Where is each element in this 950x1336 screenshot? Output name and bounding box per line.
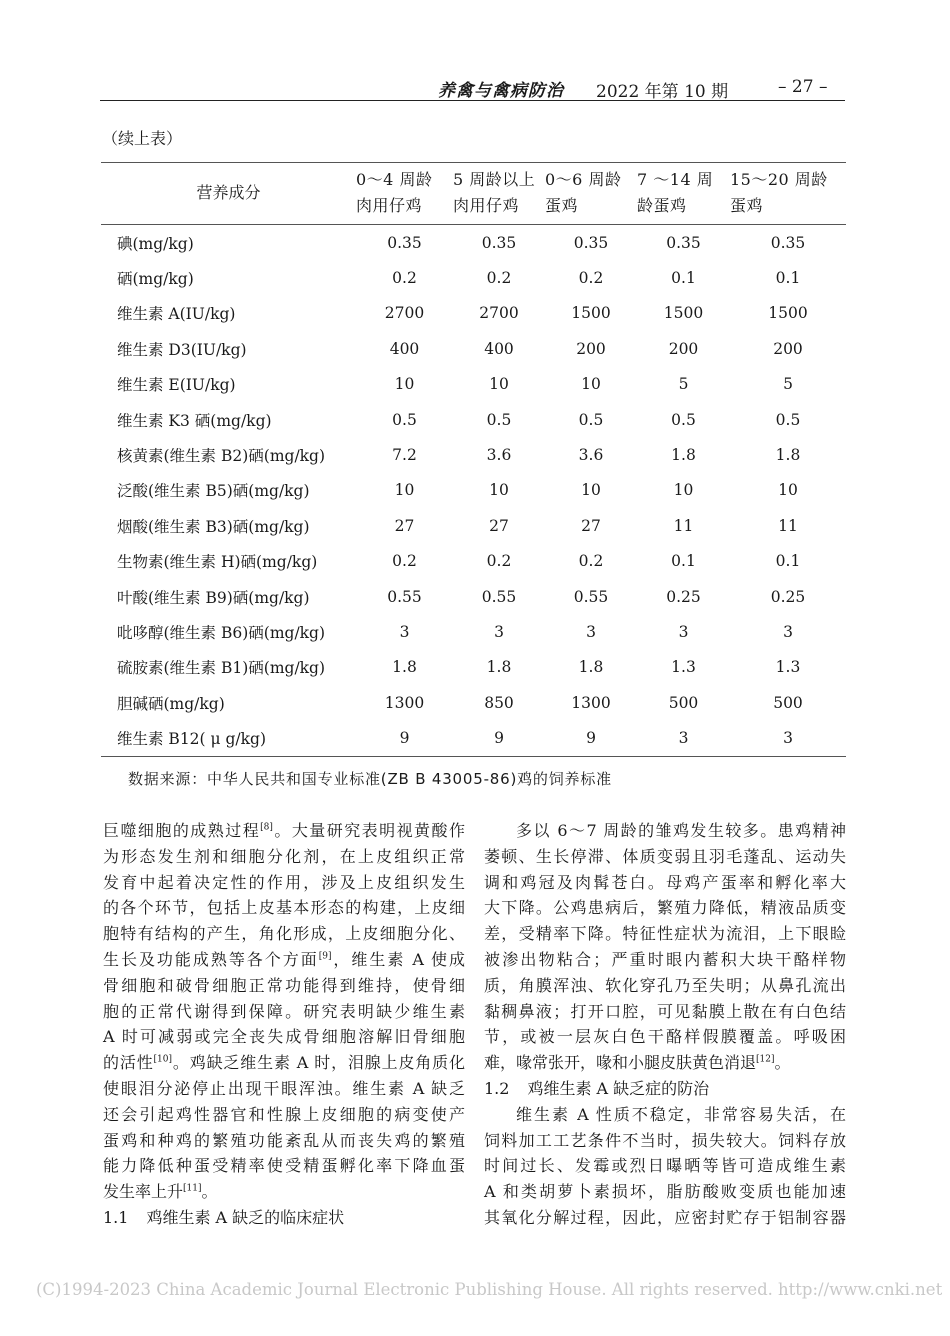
text-line: 黏稠鼻液；打开口腔，可见黏膜上散在有白色结 xyxy=(484,1001,846,1021)
value-cell: 10 xyxy=(581,481,601,500)
text-line: 生长及功能成熟等各个方面[9]，维生素 A 使成 xyxy=(103,949,465,969)
table-row xyxy=(101,685,846,720)
value-cell: 0.1 xyxy=(775,269,801,288)
value-cell: 9 xyxy=(399,729,410,748)
table-row xyxy=(101,367,846,402)
citation-ref: [8] xyxy=(260,822,273,833)
nutrient-name-cell: 叶酸(维生素 B9)硒(mg/kg) xyxy=(117,588,310,607)
value-cell: 11 xyxy=(673,516,694,535)
text-line: 其氧化分解过程，因此，应密封贮存于铝制容器 xyxy=(484,1207,846,1227)
column-header: 7 ～14 周 龄蛋鸡 xyxy=(637,170,714,215)
value-cell: 3.6 xyxy=(578,446,604,465)
value-cell: 10 xyxy=(394,481,415,500)
text-line: 还会引起鸡性器官和性腺上皮细胞的病变使产 xyxy=(103,1104,465,1124)
table-row xyxy=(101,614,846,649)
value-cell: 1300 xyxy=(571,693,611,712)
citation-ref: [11] xyxy=(183,1183,202,1194)
value-cell: 200 xyxy=(576,339,606,358)
table-row xyxy=(101,720,846,756)
value-cell: 1300 xyxy=(384,693,425,712)
value-cell: 0.55 xyxy=(387,587,422,606)
text-line: 多以 6～7 周龄的雏鸡发生较多。患鸡精神 xyxy=(516,821,846,840)
value-cell: 5 xyxy=(783,375,793,394)
nutrient-name-cell: 维生素 K3 硒(mg/kg) xyxy=(117,411,272,430)
text-line: 饲料加工工艺条件不当时，损失较大。饲料存放 xyxy=(484,1130,846,1150)
value-cell: 1.3 xyxy=(671,658,696,677)
value-cell: 0.1 xyxy=(671,269,696,288)
data-source-note: 数据来源：中华人民共和国专业标准(ZB B 43005-86)鸡的饲养标准 xyxy=(128,770,612,788)
value-cell: 1500 xyxy=(571,304,611,323)
value-cell: 0.2 xyxy=(578,269,604,288)
value-cell: 2700 xyxy=(479,304,519,323)
text-line: 巨噬细胞的成熟过程[8]。大量研究表明视黄酸作 xyxy=(103,821,465,840)
value-cell: 200 xyxy=(773,339,803,358)
value-cell: 10 xyxy=(394,375,415,394)
value-cell: 3 xyxy=(783,622,793,641)
column-header: 5 周龄以上 肉用仔鸡 xyxy=(453,170,536,215)
issue-label: 2022 年第 10 期 xyxy=(596,82,729,102)
text-line: 时间过长、发霉或烈日曝晒等皆可造成维生素 xyxy=(484,1156,846,1176)
value-cell: 0.2 xyxy=(392,269,417,288)
value-cell: 0.25 xyxy=(666,587,701,606)
text-line: 难，喙常张开，喙和小腿皮肤黄色消退[12]。 xyxy=(484,1053,791,1073)
nutrient-name-cell: 碘(mg/kg) xyxy=(117,234,194,253)
text-line: 为形态发生剂和细胞分化剂，在上皮组织正常 xyxy=(103,846,465,866)
value-cell: 400 xyxy=(389,339,420,358)
nutrient-table xyxy=(101,162,846,757)
table-row xyxy=(101,473,846,508)
text-line: 胞特有结构的产生，角化形成，上皮细胞分化、 xyxy=(103,924,465,944)
nutrient-name-cell: 烟酸(维生素 B3)硒(mg/kg) xyxy=(117,517,310,536)
value-cell: 0.35 xyxy=(573,233,609,252)
text-line: 差，受精率下降。特征性症状为流泪，上下眼睑 xyxy=(484,924,846,944)
text-line: 大下降。公鸡患病后，繁殖力降低，精液品质变 xyxy=(484,898,846,918)
nutrient-name-cell: 泛酸(维生素 B5)硒(mg/kg) xyxy=(117,482,310,501)
value-cell: 3 xyxy=(678,729,689,748)
value-cell: 1.8 xyxy=(775,446,801,465)
table-row xyxy=(101,650,846,685)
text-line: 发育中起着决定性的作用，涉及上皮组织发生 xyxy=(103,872,465,892)
value-cell: 0.55 xyxy=(573,587,609,606)
text-line: 质，角膜浑浊、软化穿孔乃至失明；从鼻孔流出 xyxy=(484,975,846,995)
text-line: 的各个环节，包括上皮基本形态的构建，上皮细 xyxy=(103,898,465,918)
value-cell: 0.25 xyxy=(770,587,806,606)
column-header: 0～4 周龄 肉用仔鸡 xyxy=(356,170,433,215)
value-cell: 500 xyxy=(668,693,699,712)
table-row xyxy=(101,225,846,261)
value-cell: 0.5 xyxy=(486,410,512,429)
text-line: 节，或被一层灰白色干酪样假膜覆盖。呼吸困 xyxy=(484,1027,846,1047)
value-cell: 0.35 xyxy=(481,233,517,252)
table-row xyxy=(101,402,846,437)
nutrient-name-cell: 硒(mg/kg) xyxy=(117,270,194,289)
table-row xyxy=(101,331,846,366)
table-row xyxy=(101,579,846,614)
right-column-text xyxy=(484,818,846,1231)
citation-ref: [9] xyxy=(318,951,332,962)
value-cell: 27 xyxy=(581,516,601,535)
table-row xyxy=(101,544,846,579)
citation-ref: [12] xyxy=(756,1054,775,1065)
text-line: 蛋鸡和种鸡的繁殖功能紊乱从而丧失鸡的繁殖 xyxy=(103,1130,465,1150)
value-cell: 10 xyxy=(489,481,509,500)
value-cell: 1.8 xyxy=(392,658,417,677)
column-header: 15～20 周龄 蛋鸡 xyxy=(730,170,828,215)
value-cell: 0.5 xyxy=(775,410,801,429)
value-cell: 0.2 xyxy=(486,269,512,288)
value-cell: 0.5 xyxy=(578,410,604,429)
text-line: 骨细胞和破骨细胞正常功能得到维持，使骨细 xyxy=(103,975,465,995)
nutrient-name-cell: 维生素 E(IU/kg) xyxy=(117,376,236,395)
value-cell: 2700 xyxy=(384,304,425,323)
value-cell: 0.1 xyxy=(775,552,801,571)
text-line: 使眼泪分泌停止出现干眼浑浊。维生素 A 缺乏 xyxy=(103,1078,465,1098)
column-header: 0～6 周龄 蛋鸡 xyxy=(545,170,622,215)
value-cell: 27 xyxy=(489,516,509,535)
value-cell: 9 xyxy=(494,729,504,748)
value-cell: 11 xyxy=(778,516,798,535)
value-cell: 0.55 xyxy=(481,587,517,606)
value-cell: 10 xyxy=(673,481,694,500)
value-cell: 200 xyxy=(668,339,699,358)
table-row xyxy=(101,437,846,472)
value-cell: 1.8 xyxy=(671,446,696,465)
citation-ref: [10] xyxy=(153,1054,173,1065)
left-column-text xyxy=(103,818,465,1231)
page-header xyxy=(100,76,845,101)
text-line: 维生素 A 性质不稳定，非常容易失活，在 xyxy=(516,1104,846,1124)
nutrient-name-cell: 维生素 A(IU/kg) xyxy=(117,305,236,324)
value-cell: 3.6 xyxy=(486,446,512,465)
value-cell: 850 xyxy=(484,693,514,712)
value-cell: 1500 xyxy=(663,304,704,323)
value-cell: 0.5 xyxy=(671,410,696,429)
text-line: 胞的正常代谢得到保障。研究表明缺少维生素 xyxy=(103,1001,465,1021)
journal-title: 养禽与禽病防治 xyxy=(438,81,564,101)
value-cell: 1500 xyxy=(768,304,808,323)
nutrient-name-cell: 吡哆醇(维生素 B6)硒(mg/kg) xyxy=(117,623,326,642)
nutrient-name-cell: 胆碱硒(mg/kg) xyxy=(117,694,225,713)
text-line: 的活性[10]。鸡缺乏维生素 A 时，泪腺上皮角质化 xyxy=(103,1053,465,1073)
value-cell: 9 xyxy=(586,729,596,748)
value-cell: 400 xyxy=(484,339,514,358)
table-row xyxy=(101,296,846,331)
value-cell: 0.35 xyxy=(666,233,701,252)
value-cell: 3 xyxy=(399,622,410,641)
value-cell: 3 xyxy=(783,729,793,748)
text-line: 被渗出物粘合；严重时眼内蓄积大块干酪样物 xyxy=(484,949,846,969)
section-heading-1-1: 1.1 鸡维生素 A 缺乏的临床症状 xyxy=(103,1207,345,1227)
value-cell: 27 xyxy=(394,516,415,535)
text-line: 能力降低种蛋受精率使受精蛋孵化率下降血蛋 xyxy=(103,1156,465,1176)
nutrient-name-cell: 硫胺素(维生素 B1)硒(mg/kg) xyxy=(117,659,326,678)
copyright-footer xyxy=(36,1280,943,1299)
value-cell: 5 xyxy=(678,375,689,394)
nutrient-name-cell: 维生素 D3(IU/kg) xyxy=(117,340,247,359)
value-cell: 1.8 xyxy=(578,658,604,677)
table-continued-label: （续上表） xyxy=(102,129,183,148)
value-cell: 10 xyxy=(489,375,509,394)
footer-url[interactable]: http://www.cnki.net xyxy=(778,1280,943,1299)
text-line: A 时可减弱或完全丧失成骨细胞溶解旧骨细胞 xyxy=(103,1027,465,1047)
text-line: 发生率上升[11]。 xyxy=(103,1182,218,1202)
text-line: 调和鸡冠及肉髯苍白。母鸡产蛋率和孵化率大 xyxy=(484,872,846,892)
table-header-row xyxy=(101,163,846,225)
value-cell: 7.2 xyxy=(392,446,417,465)
value-cell: 0.2 xyxy=(486,552,512,571)
nutrient-name-cell: 生物素(维生素 H)硒(mg/kg) xyxy=(117,553,318,572)
value-cell: 0.35 xyxy=(387,233,422,252)
copyright-text: (C)1994-2023 China Academic Journal Electronic Publishing House. All rights reserved. xyxy=(36,1280,773,1299)
page-number: – 27 – xyxy=(778,77,828,97)
value-cell: 500 xyxy=(773,693,803,712)
nutrient-name-cell: 核黄素(维生素 B2)硒(mg/kg) xyxy=(117,447,326,466)
text-line: 萎顿、生长停滞、体质变弱且羽毛蓬乱、运动失 xyxy=(484,846,846,866)
value-cell: 0.2 xyxy=(578,552,604,571)
value-cell: 1.8 xyxy=(486,658,512,677)
value-cell: 3 xyxy=(678,622,689,641)
value-cell: 3 xyxy=(494,622,504,641)
column-header-nutrient: 营养成分 xyxy=(196,183,261,202)
value-cell: 0.35 xyxy=(770,233,806,252)
value-cell: 0.1 xyxy=(671,552,696,571)
section-heading-1-2: 1.2 鸡维生素 A 缺乏症的防治 xyxy=(484,1078,710,1098)
value-cell: 3 xyxy=(586,622,596,641)
value-cell: 0.5 xyxy=(392,410,417,429)
table-row xyxy=(101,508,846,543)
value-cell: 0.2 xyxy=(392,552,417,571)
table-row xyxy=(101,260,846,295)
nutrient-name-cell: 维生素 B12( μ g/kg) xyxy=(117,730,267,749)
value-cell: 1.3 xyxy=(775,658,801,677)
value-cell: 10 xyxy=(778,481,798,500)
value-cell: 10 xyxy=(581,375,601,394)
text-line: A 和类胡萝卜素损坏，脂肪酸败变质也能加速 xyxy=(484,1182,846,1202)
